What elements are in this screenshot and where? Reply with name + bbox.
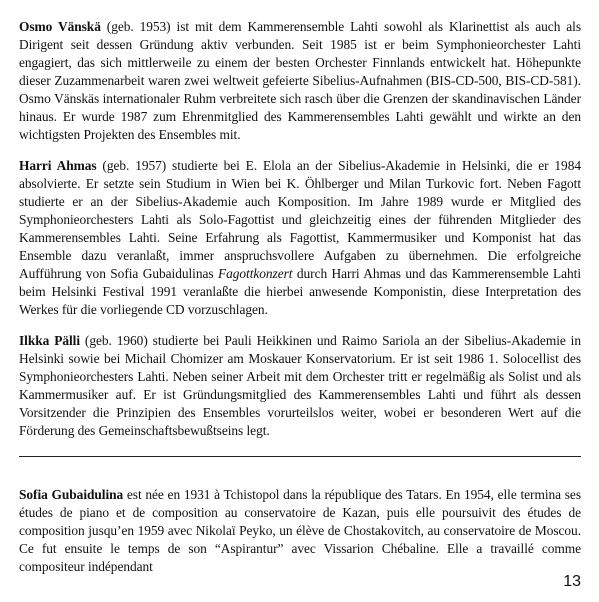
bio-paragraph-sofia-gubaidulina <box>19 486 581 576</box>
bio-text: durch Harri Ahmas und das Kammerensemble Lahti beim Helsinki Festival 1991 veranlaßte die hierbei anwesende Komponistin, diese Interpretation des Werkes für die vorliegende CD vorzuschlagen. <box>19 266 581 317</box>
bio-name: Harri Ahmas <box>19 158 97 173</box>
bio-paragraph-harri-ahmas <box>19 157 581 319</box>
bio-name: Sofia Gubaidulina <box>19 487 124 502</box>
bio-text: est née en 1931 à Tchistopol dans la république des Tatars. En 1954, elle termina ses études de piano et de composition au conservatoire de Kazan, puis elle poursuivit des études de composition jusqu’en 1959 avec Nikolaï Peyko, un élève de Chostakovitch, au conservatoire de Moscou. Ce fut ensuite le temps de son “Aspirantur” avec Vissarion Chébaline. Elle a travaillé comme compositeur indépendant <box>19 487 581 574</box>
bio-text: (geb. 1960) studierte bei Pauli Heikkinen und Raimo Sariola an der Sibelius-Akademie in Helsinki sowie bei Michail Chomizer am Moskauer Konservatorium. Er ist seit 1986 1. Solocellist des Symphonieorchesters Lahti. Neben seiner Arbeit mit dem Orchester tritt er regelmäßig als Solist und als Kammermusiker auf. Er ist Gründungsmitglied des Kammerensembles Lahti und führt als dessen Vorsitzender die Prinzipien des Ensembles vorurteilslos weiter, wobei er besonderen Wert auf die Förderung des Gemeinschaftsbewußtseins legt. <box>19 333 582 438</box>
work-title: Fagottkonzert <box>217 266 293 281</box>
german-biographies <box>19 18 581 440</box>
section-divider <box>19 456 581 457</box>
bio-name: Ilkka Pälli <box>19 333 80 348</box>
page-number: 13 <box>563 573 581 590</box>
bio-name: Osmo Vänskä <box>19 19 101 34</box>
bio-paragraph-ilkka-palli <box>19 332 581 440</box>
bio-paragraph-osmo-vanska <box>19 18 581 144</box>
french-biography <box>19 486 581 576</box>
bio-text: (geb. 1953) ist mit dem Kammerensemble Lahti sowohl als Klarinettist als auch als Dirigent seit dessen Gründung aktiv verbunden. Seit 1985 ist er beim Symphonieorchester Lahti engagiert, das sich mittlerweile zu einem der besten Orchester Finnlands entwickelt hat. Höhepunkte dieser Zuzammenarbeit waren zwei weltweit gefeierte Sibelius-Aufnahmen (BIS-CD-500, BIS-CD-581). Osmo Vänskäs internationaler Ruhm verbreitete sich rasch über die Grenzen der skandinavischen Länder hinaus. Er wurde 1987 zum Ehrenmitglied des Kammerensembles Lahti gewählt und wirkte an den wichtigsten Projekten des Ensembles mit. <box>19 19 582 142</box>
bio-text: (geb. 1957) studierte bei E. Elola an der Sibelius-Akademie in Helsinki, die er 1984 absolvierte. Er setzte sein Studium in Wien bei K. Öhlberger und Milan Turkovic fort. Neben Fagott studierte er an der Sibelius-Akademie auch Komposition. Im Jahre 1989 wurde er Mitglied des Symphonieorchesters Lahti als Solo-Fagottist und gleichzeitig eines der führenden Mitglieder des Kammerensembles Lahti. Seine Erfahrung als Fagottist, Kammermusiker und Komponist hat das Ensemble dazu veranlaßt, immer anspruchsvollere Aufgaben zu übernehmen. Die erfolgreiche Aufführung von Sofia Gubaidulinas <box>19 158 581 281</box>
